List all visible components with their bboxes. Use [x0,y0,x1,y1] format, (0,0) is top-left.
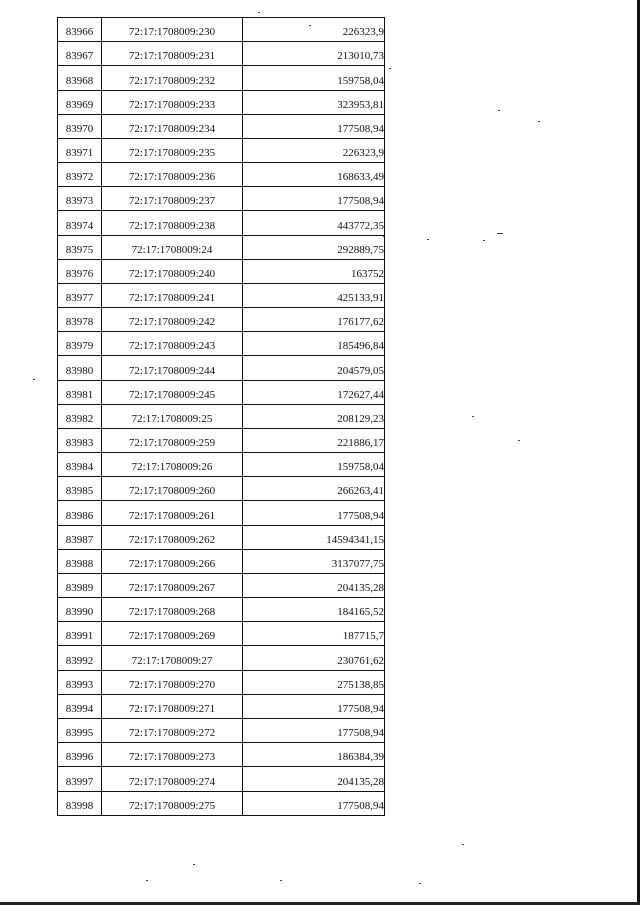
table-row [58,332,385,356]
row-number: 83986 [58,501,102,525]
cadastral-number: 72:17:1708009:270 [102,670,243,694]
row-number: 83989 [58,573,102,597]
row-number: 83977 [58,283,102,307]
cadastral-number: 72:17:1708009:233 [102,90,243,114]
table-row [58,743,385,767]
scan-speck [389,68,391,69]
row-number: 83975 [58,235,102,259]
cadastral-value: 176177,62 [243,308,385,332]
scan-speck [146,880,148,881]
row-number: 83970 [58,114,102,138]
row-number: 83997 [58,767,102,791]
cadastral-value: 159758,04 [243,66,385,90]
cadastral-number: 72:17:1708009:273 [102,743,243,767]
row-number: 83996 [58,743,102,767]
row-number: 83995 [58,718,102,742]
scan-speck [419,883,421,884]
row-number: 83980 [58,356,102,380]
table-row [58,670,385,694]
cadastral-value: 168633,49 [243,163,385,187]
table-row [58,308,385,332]
table-row [58,404,385,428]
scan-speck [518,440,520,441]
cadastral-value: 163752 [243,259,385,283]
cadastral-number: 72:17:1708009:267 [102,573,243,597]
cadastral-value-table [57,17,385,816]
cadastral-number: 72:17:1708009:234 [102,114,243,138]
table-row [58,767,385,791]
cadastral-number: 72:17:1708009:260 [102,477,243,501]
table-row [58,235,385,259]
table-row [58,211,385,235]
row-number: 83978 [58,308,102,332]
table-row [58,42,385,66]
table-row [58,549,385,573]
row-number: 83974 [58,211,102,235]
cadastral-number: 72:17:1708009:230 [102,18,243,42]
cadastral-number: 72:17:1708009:243 [102,332,243,356]
cadastral-value: 177508,94 [243,694,385,718]
scan-speck [193,864,195,865]
cadastral-value: 204135,28 [243,573,385,597]
cadastral-number: 72:17:1708009:268 [102,598,243,622]
row-number: 83984 [58,453,102,477]
cadastral-number: 72:17:1708009:242 [102,308,243,332]
row-number: 83992 [58,646,102,670]
cadastral-number: 72:17:1708009:231 [102,42,243,66]
table-row [58,428,385,452]
row-number: 83987 [58,525,102,549]
cadastral-number: 72:17:1708009:271 [102,694,243,718]
cadastral-value: 177508,94 [243,187,385,211]
cadastral-number: 72:17:1708009:236 [102,163,243,187]
row-number: 83976 [58,259,102,283]
cadastral-value: 230761,62 [243,646,385,670]
cadastral-number: 72:17:1708009:240 [102,259,243,283]
cadastral-number: 72:17:1708009:262 [102,525,243,549]
cadastral-number: 72:17:1708009:261 [102,501,243,525]
cadastral-value: 323953,81 [243,90,385,114]
row-number: 83981 [58,380,102,404]
table-body [58,18,385,816]
row-number: 83998 [58,791,102,815]
row-number: 83993 [58,670,102,694]
cadastral-value: 226323,9 [243,18,385,42]
scan-speck [472,416,474,417]
cadastral-value: 204135,28 [243,767,385,791]
cadastral-value: 221886,17 [243,428,385,452]
row-number: 83973 [58,187,102,211]
row-number: 83988 [58,549,102,573]
scan-speck [538,121,540,122]
table-row [58,380,385,404]
cadastral-number: 72:17:1708009:274 [102,767,243,791]
cadastral-value: 208129,23 [243,404,385,428]
row-number: 83982 [58,404,102,428]
cadastral-number: 72:17:1708009:237 [102,187,243,211]
cadastral-number: 72:17:1708009:269 [102,622,243,646]
table-row [58,622,385,646]
cadastral-value: 172627,44 [243,380,385,404]
cadastral-value: 275138,85 [243,670,385,694]
table-row [58,283,385,307]
table-row [58,356,385,380]
table-row [58,453,385,477]
scan-speck [280,880,282,881]
cadastral-value: 177508,94 [243,501,385,525]
cadastral-value: 425133,91 [243,283,385,307]
cadastral-value: 213010,73 [243,42,385,66]
table-row [58,259,385,283]
table-row [58,598,385,622]
row-number: 83969 [58,90,102,114]
row-number: 83979 [58,332,102,356]
row-number: 83990 [58,598,102,622]
cadastral-value: 177508,94 [243,791,385,815]
row-number: 83968 [58,66,102,90]
cadastral-value: 443772,35 [243,211,385,235]
table-row [58,138,385,162]
cadastral-value: 292889,75 [243,235,385,259]
cadastral-value: 226323,9 [243,138,385,162]
cadastral-value: 204579,05 [243,356,385,380]
row-number: 83983 [58,428,102,452]
cadastral-value: 186384,39 [243,743,385,767]
cadastral-number: 72:17:1708009:238 [102,211,243,235]
row-number: 83994 [58,694,102,718]
scan-speck [462,844,464,845]
table-row [58,694,385,718]
table-row [58,791,385,815]
table-row [58,66,385,90]
cadastral-number: 72:17:1708009:232 [102,66,243,90]
cadastral-number: 72:17:1708009:259 [102,428,243,452]
table-row [58,525,385,549]
scan-speck [497,233,503,234]
cadastral-value: 177508,94 [243,114,385,138]
scan-speck [33,379,35,380]
cadastral-number: 72:17:1708009:24 [102,235,243,259]
table-row [58,114,385,138]
cadastral-number: 72:17:1708009:235 [102,138,243,162]
cadastral-number: 72:17:1708009:266 [102,549,243,573]
table-row [58,163,385,187]
scan-speck [427,239,429,240]
row-number: 83991 [58,622,102,646]
table-row [58,187,385,211]
cadastral-number: 72:17:1708009:27 [102,646,243,670]
cadastral-number: 72:17:1708009:244 [102,356,243,380]
table-row [58,477,385,501]
cadastral-number: 72:17:1708009:275 [102,791,243,815]
table-row [58,90,385,114]
table-row [58,646,385,670]
table-row [58,18,385,42]
scan-speck [483,240,485,241]
cadastral-number: 72:17:1708009:272 [102,718,243,742]
cadastral-value: 159758,04 [243,453,385,477]
cadastral-number: 72:17:1708009:245 [102,380,243,404]
cadastral-value: 185496,84 [243,332,385,356]
cadastral-value: 184165,52 [243,598,385,622]
table-row [58,718,385,742]
scan-speck [498,110,500,111]
table-row [58,501,385,525]
cadastral-value: 187715,7 [243,622,385,646]
cadastral-value: 3137077,75 [243,549,385,573]
scan-speck [258,12,260,13]
cadastral-value: 14594341,15 [243,525,385,549]
cadastral-number: 72:17:1708009:241 [102,283,243,307]
row-number: 83967 [58,42,102,66]
row-number: 83972 [58,163,102,187]
row-number: 83985 [58,477,102,501]
row-number: 83966 [58,18,102,42]
cadastral-value: 177508,94 [243,718,385,742]
cadastral-number: 72:17:1708009:26 [102,453,243,477]
cadastral-value: 266263,41 [243,477,385,501]
cadastral-number: 72:17:1708009:25 [102,404,243,428]
table-row [58,573,385,597]
row-number: 83971 [58,138,102,162]
